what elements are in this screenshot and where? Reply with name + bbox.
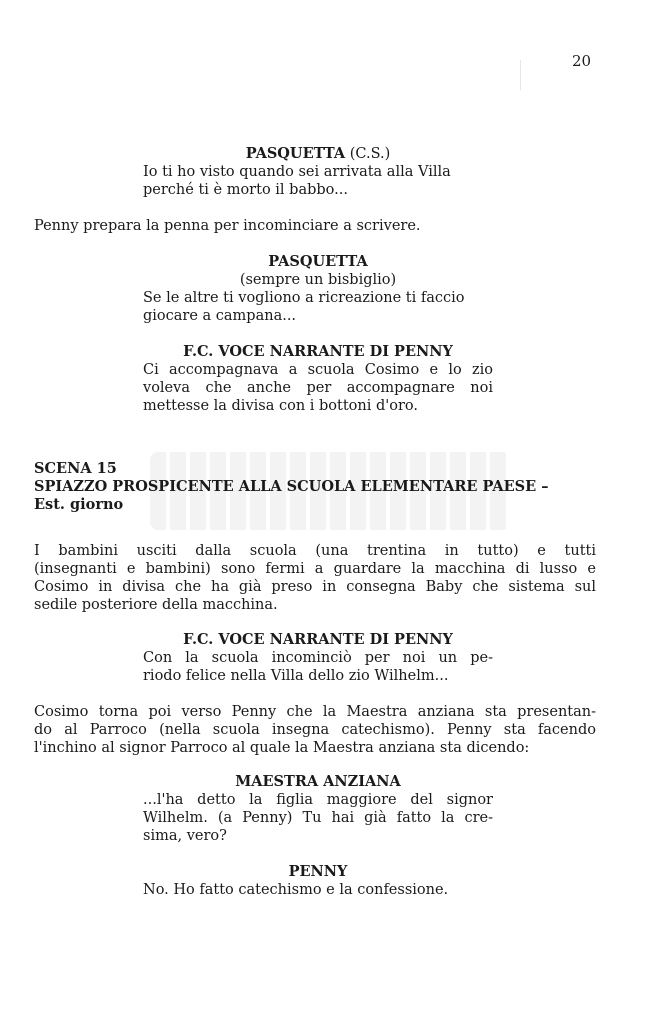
dialogue-line: voleva che anche per accompagnare noi <box>143 380 493 396</box>
dialogue-narrator-2 <box>143 631 493 685</box>
dialogue-maestra-anziana <box>143 773 493 845</box>
dialogue-line: Se le altre ti vogliono a ricreazione ti faccio <box>143 290 465 306</box>
page-edge-mark <box>520 60 521 90</box>
parenthetical: (sempre un bisbiglio) <box>239 272 397 288</box>
dialogue-penny <box>143 863 493 899</box>
action-paragraph-2 <box>34 542 596 614</box>
dialogue-line: riodo felice nella Villa dello zio Wilhelm... <box>143 668 449 684</box>
dialogue-line: No. Ho fatto catechismo e la confessione. <box>143 882 449 898</box>
action-line: sedile posteriore della macchina. <box>34 597 278 613</box>
dialogue-line: Io ti ho visto quando sei arrivata alla Villa <box>143 164 451 180</box>
action-line: Penny prepara la penna per incominciare a scrivere. <box>34 218 421 234</box>
dialogue-line: Ci accompagnava a scuola Cosimo e lo zio <box>143 362 493 378</box>
dialogue-narrator-1 <box>143 343 493 415</box>
action-line: l'inchino al signor Parroco al quale la Maestra anziana sta dicendo: <box>34 740 530 756</box>
dialogue-line: Wilhelm. (a Penny) Tu hai già fatto la cre- <box>143 810 493 826</box>
dialogue-line: sima, vero? <box>143 828 227 844</box>
action-line: do al Parroco (nella scuola insegna catechismo). Penny sta facendo <box>34 722 596 738</box>
dialogue-line: Con la scuola incominciò per noi un pe- <box>143 650 493 666</box>
dialogue-line: perché ti è morto il babbo... <box>143 182 348 198</box>
action-line: (insegnanti e bambini) sono fermi a guardare la macchina di lusso e <box>34 561 596 577</box>
scene-location: SPIAZZO PROSPICENTE ALLA SCUOLA ELEMENTARE PAESE – <box>34 478 549 495</box>
action-line: Cosimo in divisa che ha già preso in consegna Baby che sistema sul <box>34 579 596 595</box>
character-name: PASQUETTA (C.S.) <box>245 145 391 162</box>
dialogue-line: mettesse la divisa con i bottoni d'oro. <box>143 398 419 414</box>
dialogue-line: ...l'ha detto la figlia maggiore del signor <box>143 792 493 808</box>
page-number: 20 <box>572 52 592 70</box>
character-name: F.C. VOCE NARRANTE DI PENNY <box>183 631 453 648</box>
scene-heading <box>34 460 604 514</box>
action-line: Cosimo torna poi verso Penny che la Maestra anziana sta presentan- <box>34 704 596 720</box>
character-name: PENNY <box>288 863 348 880</box>
dialogue-line: giocare a campana... <box>143 308 297 324</box>
character-name: PASQUETTA <box>268 253 368 270</box>
dialogue-pasquetta-2 <box>143 253 493 325</box>
scene-time: Est. giorno <box>34 496 124 513</box>
character-name: MAESTRA ANZIANA <box>235 773 401 790</box>
dialogue-pasquetta-1 <box>143 145 493 199</box>
scene-number: SCENA 15 <box>34 460 117 477</box>
action-line: I bambini usciti dalla scuola (una trentina in tutto) e tutti <box>34 543 596 559</box>
action-paragraph-1 <box>34 217 596 235</box>
action-paragraph-3 <box>34 703 596 757</box>
character-name: F.C. VOCE NARRANTE DI PENNY <box>183 343 453 360</box>
